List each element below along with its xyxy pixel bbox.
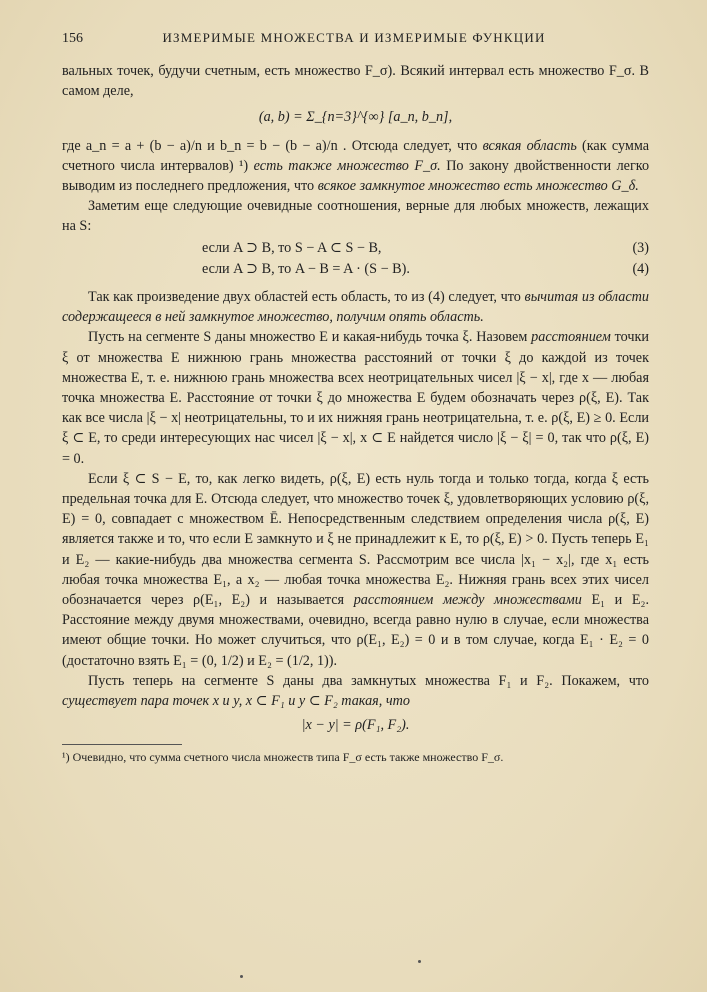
italic-phrase: существует пара точек x и y, x ⊂ F₁ и y ⊂ F₂ такая, что (62, 693, 410, 710)
equation-4: если A ⊃ B, то A − B = A · (S − B). (4) (202, 260, 649, 277)
footnote: ¹) Очевидно, что сумма счетного числа множеств типа F_σ есть также множество F_σ. (62, 749, 504, 764)
paragraph-2: где a_n = a + (b − a)/n и b_n = b − (b − a)/n . Отсюда следует, что всякая область (как сумма счетного числа интервалов) ¹) есть также множество F_σ. По закону двойственности легко выводим из последнего предложения, что всякое замкнутое множество есть множество G_δ. (62, 137, 650, 195)
page-number: 156 (62, 31, 83, 46)
paragraph-4: Так как произведение двух областей есть область, то из (4) следует, что вычитая из области содержащееся в ней замкнутое множество, получим опять область. (62, 289, 650, 326)
running-title: ИЗМЕРИМЫЕ МНОЖЕСТВА И ИЗМЕРИМЫЕ ФУНКЦИИ (162, 30, 546, 45)
page-header (62, 30, 649, 47)
print-speck (240, 975, 243, 978)
page-body (62, 61, 649, 765)
footnote-divider (62, 744, 182, 745)
italic-phrase: расстоянием между множествами (353, 592, 582, 609)
italic-phrase: всякая область (482, 137, 577, 154)
formula-interval-sum: (a, b) = Σ_{n=3}^{∞} [a_n, b_n], (258, 109, 453, 126)
print-speck (418, 960, 421, 963)
italic-phrase: расстоянием (531, 329, 611, 346)
paragraph-5: Пусть на сегменте S даны множество E и какая-нибудь точка ξ. Назовем расстоянием точки ξ от множества E нижнюю грань множества расстояний от точки ξ до каждой из точек множества E, т. е. нижнюю грань множества всех неотрицательных чисел |ξ − x|, где x — любая точка множества E. Расстояние от точки ξ до множества E будем обозначать через ρ(ξ, E). Так как все числа |ξ − x| неотрицательны, то и их нижняя грань неотрицательна, т. е. ρ(ξ, E) ≥ 0. Если ξ ⊂ E, то среди интересующих нас чисел |ξ − x|, x ⊂ E найдется число |ξ − ξ| = 0, так что ρ(ξ, E) = 0. (62, 329, 649, 467)
paragraph-7: Пусть теперь на сегменте S даны два замкнутых множества F₁ и F₂. Покажем, что существует пара точек x и y, x ⊂ F₁ и y ⊂ F₂ такая, что (62, 672, 649, 710)
formula-final: |x − y| = ρ(F₁, F₂). (301, 717, 410, 734)
equation-3: если A ⊃ B, то S − A ⊂ S − B, (3) (202, 239, 649, 256)
paragraph-3: Заметим еще следующие очевидные соотношения, верные для любых множеств, лежащих на S: (62, 198, 649, 235)
italic-phrase: вычитая из области содержащееся в ней замкнутое множество, получим опять область. (62, 289, 650, 326)
italic-phrase: есть также множество F_σ. (253, 157, 441, 174)
paragraph-1: вальных точек, будучи счетным, есть множество F_σ). Всякий интервал есть множество F_σ. В самом деле, (62, 63, 649, 100)
italic-phrase: всякое замкнутое множество есть множество G_δ. (317, 178, 639, 195)
paragraph-6: Если ξ ⊂ S − E, то, как легко видеть, ρ(ξ, E) есть нуль тогда и только тогда, когда ξ есть предельная точка для E. Отсюда следует, что множество точек ξ, удовлетворяющих условию ρ(ξ, E) = 0, совпадает с множеством Ē. Непосредственным следствием определения числа ρ(ξ, E) является также и то, что если E замкнуто и ξ не принадлежит к E, то ρ(ξ, E) > 0. Пусть теперь E₁ и E₂ — какие-нибудь два множества сегмента S. Рассмотрим все числа |x₁ − x₂|, где x₁ есть любая точка множества E₁, а x₂ — любая точка множества E₂. Нижняя грань всех этих чисел обозначается через ρ(E₁, E₂) и называется расстоянием между множествами E₁ и E₂. Расстояние между двумя множествами, очевидно, всегда равно нулю в случае, если множества имеют общие точки. Но может случиться, что ρ(E₁, E₂) = 0 и в том случае, когда E₁ · E₂ = 0 (достаточно взять E₁ = (0, 1/2) и E₂ = (1/2, 1)). (62, 470, 649, 669)
